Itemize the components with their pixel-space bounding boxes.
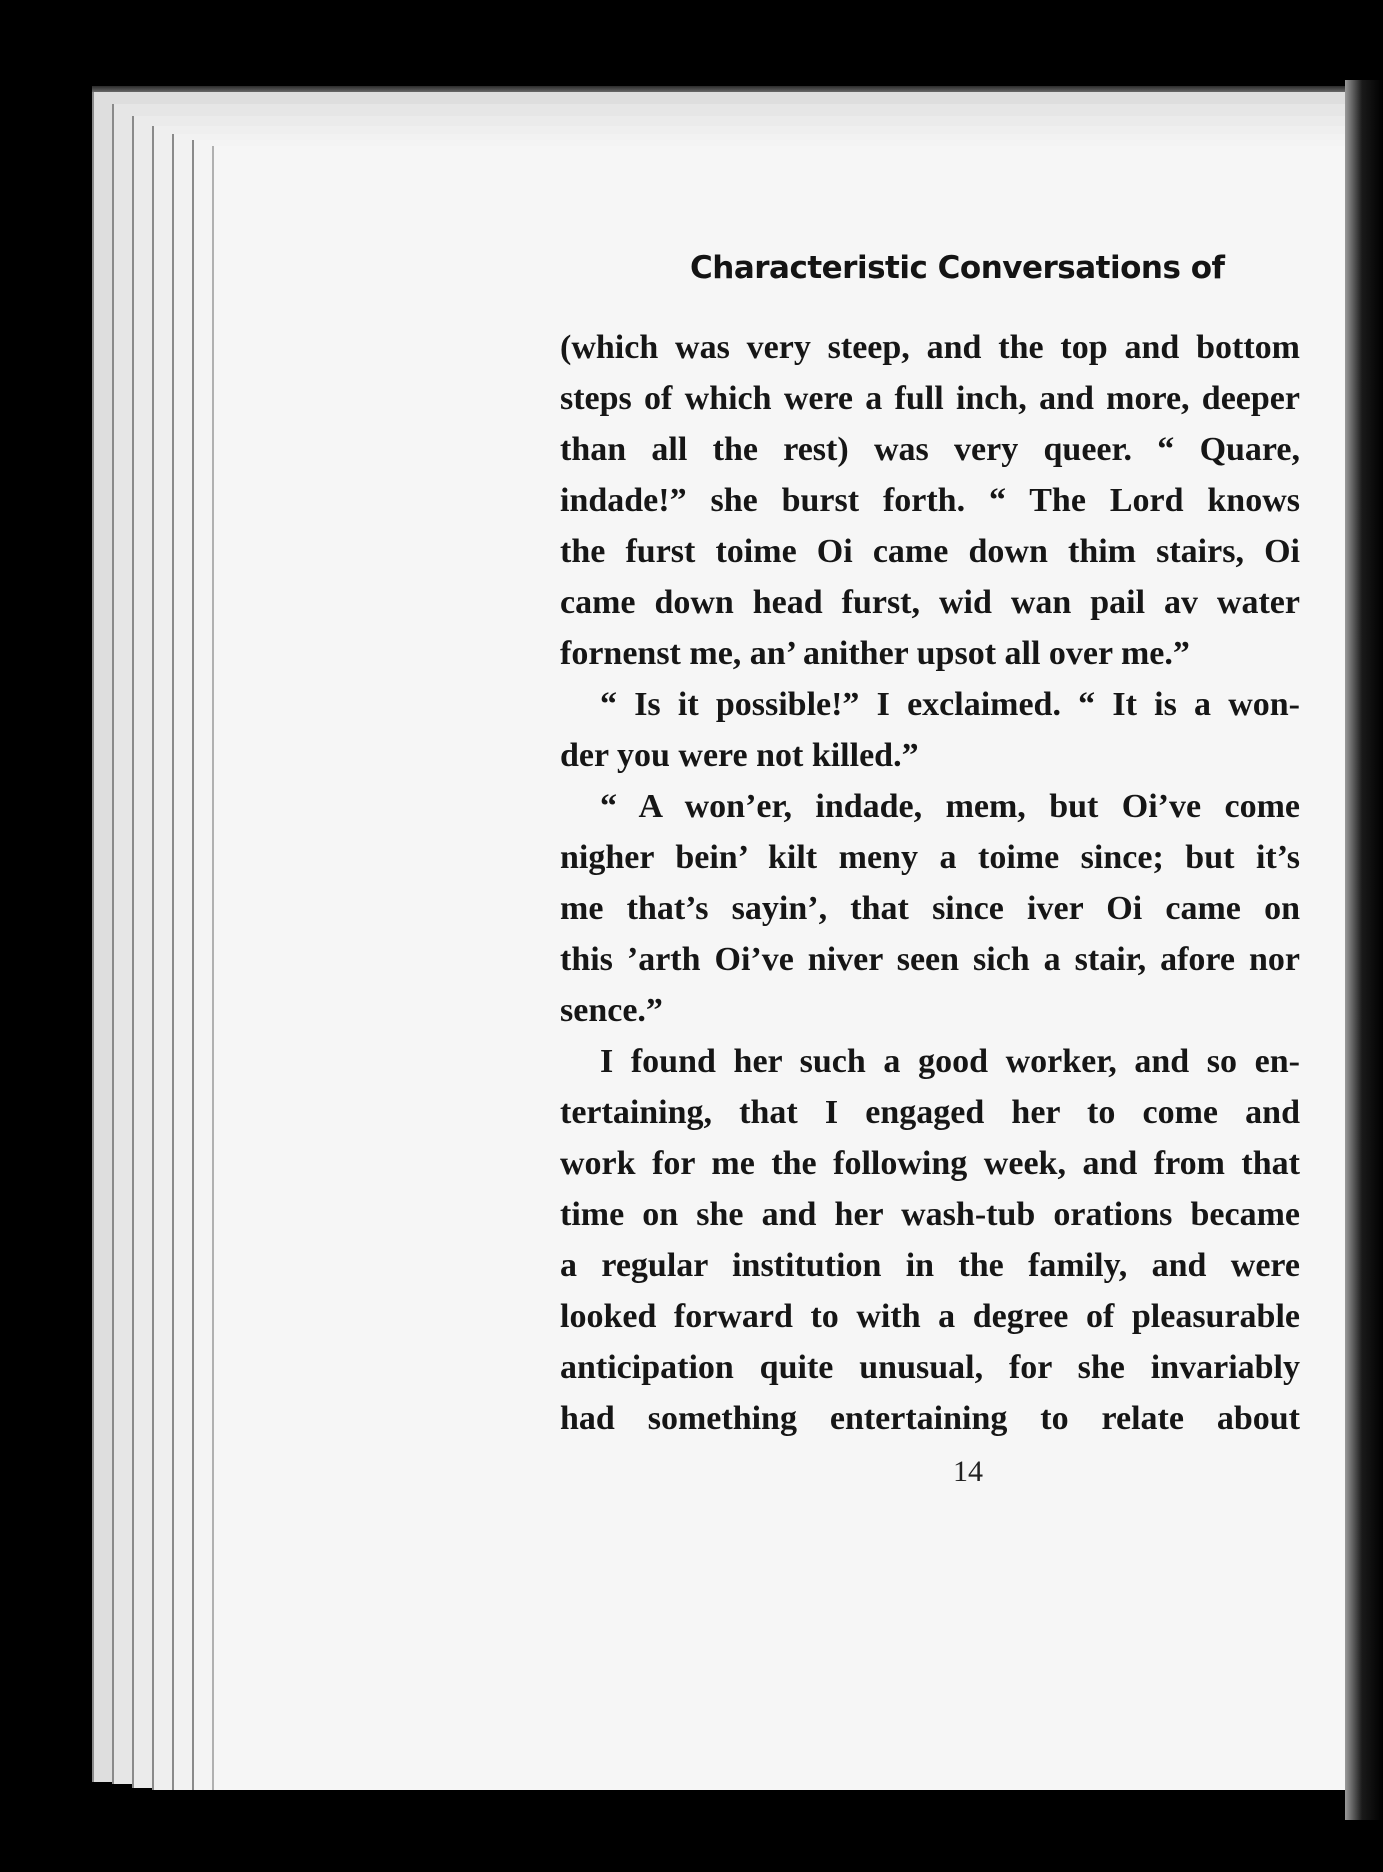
text-line: steps of which were a full inch, and more, deeper — [560, 380, 1300, 417]
text-line: than all the rest) was very queer. “ Quare, — [560, 431, 1300, 468]
text-line: “ A won’er, indade, mem, but Oi’ve come — [600, 788, 1300, 825]
text-line: me that’s sayin’, that since iver Oi came on — [560, 890, 1300, 927]
text-line: anticipation quite unusual, for she invariably — [560, 1349, 1300, 1386]
text-line: der you were not killed.” — [560, 737, 919, 774]
text-line: had something entertaining to relate about — [560, 1400, 1300, 1437]
body-text — [560, 322, 1300, 1444]
page-number: 14 — [953, 1455, 983, 1488]
text-line: fornenst me, an’ anither upsot all over me.” — [560, 635, 1190, 672]
text-line: tertaining, that I engaged her to come and — [560, 1094, 1300, 1131]
text-line: a regular institution in the family, and were — [560, 1247, 1300, 1284]
text-line: work for me the following week, and from that — [560, 1145, 1300, 1182]
text-line: sence.” — [560, 992, 663, 1029]
text-line: looked forward to with a degree of pleasurable — [560, 1298, 1300, 1335]
text-line: “ Is it possible!” I exclaimed. “ It is a won- — [600, 686, 1300, 723]
book-gutter — [1345, 80, 1383, 1820]
text-line: came down head furst, wid wan pail av water — [560, 584, 1300, 621]
running-head: Characteristic Conversations of — [690, 250, 1225, 286]
text-line: the furst toime Oi came down thim stairs, Oi — [560, 533, 1300, 570]
text-line: time on she and her wash-tub orations became — [560, 1196, 1300, 1233]
text-line: (which was very steep, and the top and bottom — [560, 329, 1300, 366]
text-line: nigher bein’ kilt meny a toime since; but it’s — [560, 839, 1300, 876]
text-line: indade!” she burst forth. “ The Lord knows — [560, 482, 1300, 519]
text-line: this ’arth Oi’ve niver seen sich a stair, afore nor — [560, 941, 1300, 978]
text-line: I found her such a good worker, and so en- — [600, 1043, 1300, 1080]
